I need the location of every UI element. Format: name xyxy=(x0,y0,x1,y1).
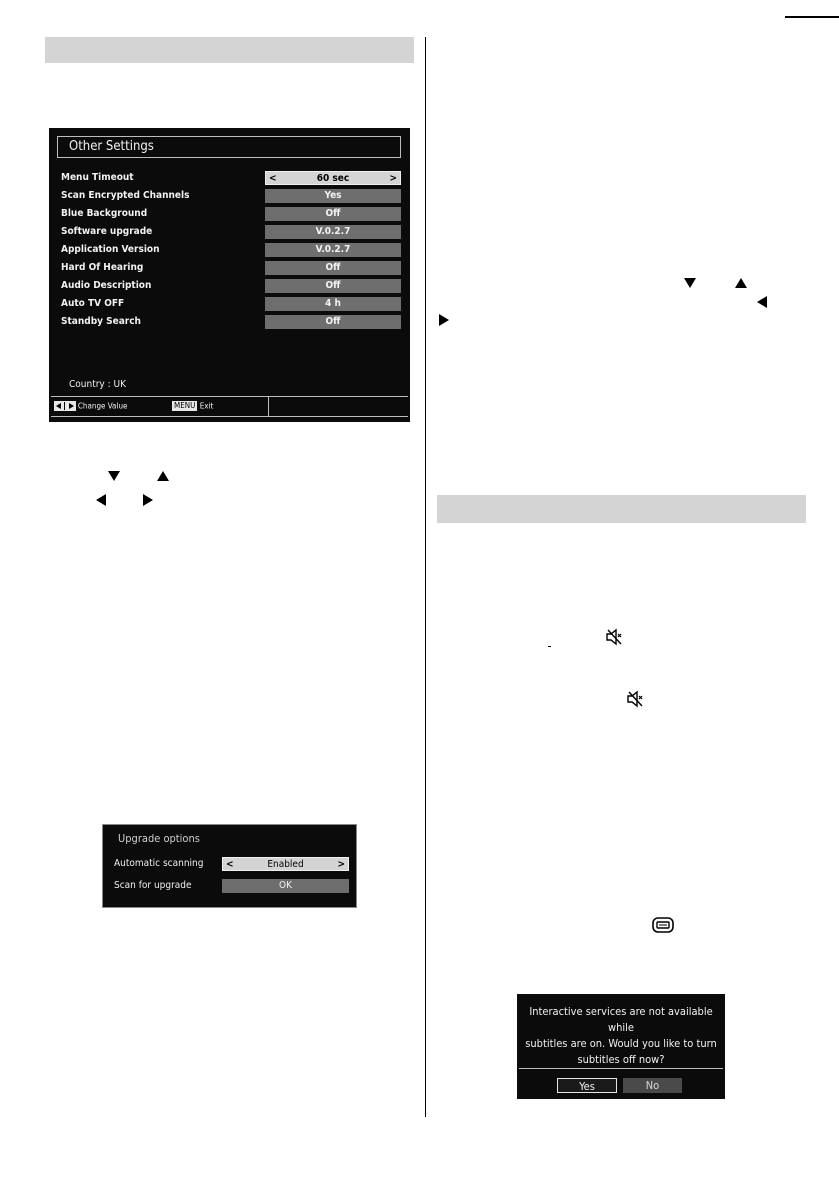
upgrade-options-title: Upgrade options xyxy=(118,832,200,845)
setting-label: Scan Encrypted Channels xyxy=(61,190,190,201)
legend-exit xyxy=(172,401,213,411)
setting-value[interactable]: Yes xyxy=(265,189,401,203)
dialog-yes-button[interactable]: Yes xyxy=(557,1078,617,1093)
other-settings-screen xyxy=(49,128,410,422)
left-right-keys-icon xyxy=(54,401,76,411)
setting-value[interactable]: Off xyxy=(265,315,401,329)
right-arrow-icon xyxy=(143,494,153,506)
setting-value[interactable]: 4 h xyxy=(265,297,401,311)
down-arrow-icon xyxy=(108,471,120,481)
subtitle-dialog xyxy=(517,994,725,1099)
setting-label: Audio Description xyxy=(61,280,152,291)
legend-exit-label: Exit xyxy=(199,401,214,411)
chevron-right-icon[interactable]: > xyxy=(337,859,345,870)
up-arrow-icon-right xyxy=(735,278,747,288)
setting-label: Software upgrade xyxy=(61,226,153,237)
legend-divider-top xyxy=(51,396,408,397)
dialog-message-line-1: Interactive services are not available while xyxy=(529,1005,713,1034)
upgrade-option-label: Scan for upgrade xyxy=(114,880,192,891)
chevron-left-icon[interactable]: < xyxy=(269,173,277,184)
down-arrow-icon-right xyxy=(684,278,696,288)
dialog-no-button[interactable]: No xyxy=(623,1078,682,1093)
upgrade-option-label: Automatic scanning xyxy=(114,858,204,869)
other-settings-title: Other Settings xyxy=(69,139,154,154)
left-arrow-icon-right xyxy=(757,296,767,308)
section-header-bar-right xyxy=(437,495,806,523)
dialog-message-line-2: subtitles are on. Would you like to turn xyxy=(525,1037,717,1050)
legend-change-value xyxy=(54,401,127,411)
legend-change-value-label: Change Value xyxy=(77,401,128,411)
setting-value[interactable]: Off xyxy=(265,207,401,221)
mute-speaker-icon xyxy=(605,628,623,646)
setting-value[interactable]: V.0.2.7 xyxy=(265,243,401,257)
upgrade-option-value[interactable] xyxy=(222,857,349,871)
section-header-bar-left xyxy=(45,37,414,63)
chevron-left-icon[interactable]: < xyxy=(226,859,234,870)
legend-separator xyxy=(268,397,269,416)
upgrade-option-value[interactable]: OK xyxy=(222,879,349,893)
subtitle-button-icon xyxy=(652,917,674,933)
legend-divider-bottom xyxy=(51,416,408,417)
dialog-message-line-3: subtitles off now? xyxy=(577,1053,665,1066)
upgrade-options-screen xyxy=(102,824,357,908)
left-arrow-icon xyxy=(96,494,106,506)
setting-value[interactable] xyxy=(265,171,401,185)
setting-value[interactable]: Off xyxy=(265,261,401,275)
upgrade-option-value-text: Enabled xyxy=(267,859,304,870)
column-divider xyxy=(425,37,426,1117)
setting-label: Blue Background xyxy=(61,208,148,219)
right-arrow-icon-right xyxy=(439,314,449,326)
setting-label: Application Version xyxy=(61,244,160,255)
chevron-right-icon[interactable]: > xyxy=(389,173,397,184)
setting-value[interactable]: V.0.2.7 xyxy=(265,225,401,239)
setting-label: Menu Timeout xyxy=(61,172,134,183)
menu-key-badge: MENU xyxy=(174,401,196,410)
country-label: Country : UK xyxy=(69,379,126,390)
setting-value-text: 60 sec xyxy=(316,173,350,184)
small-dash-mark xyxy=(548,646,551,647)
dialog-message xyxy=(517,1004,725,1068)
setting-label: Hard Of Hearing xyxy=(61,262,144,273)
setting-label: Auto TV OFF xyxy=(61,298,125,309)
dialog-divider xyxy=(519,1068,723,1069)
setting-value[interactable]: Off xyxy=(265,279,401,293)
other-settings-title-box xyxy=(57,136,401,158)
top-edge-rule xyxy=(785,16,839,18)
up-arrow-icon xyxy=(157,471,169,481)
setting-label: Standby Search xyxy=(61,316,141,327)
mute-speaker-icon-2 xyxy=(626,690,644,708)
